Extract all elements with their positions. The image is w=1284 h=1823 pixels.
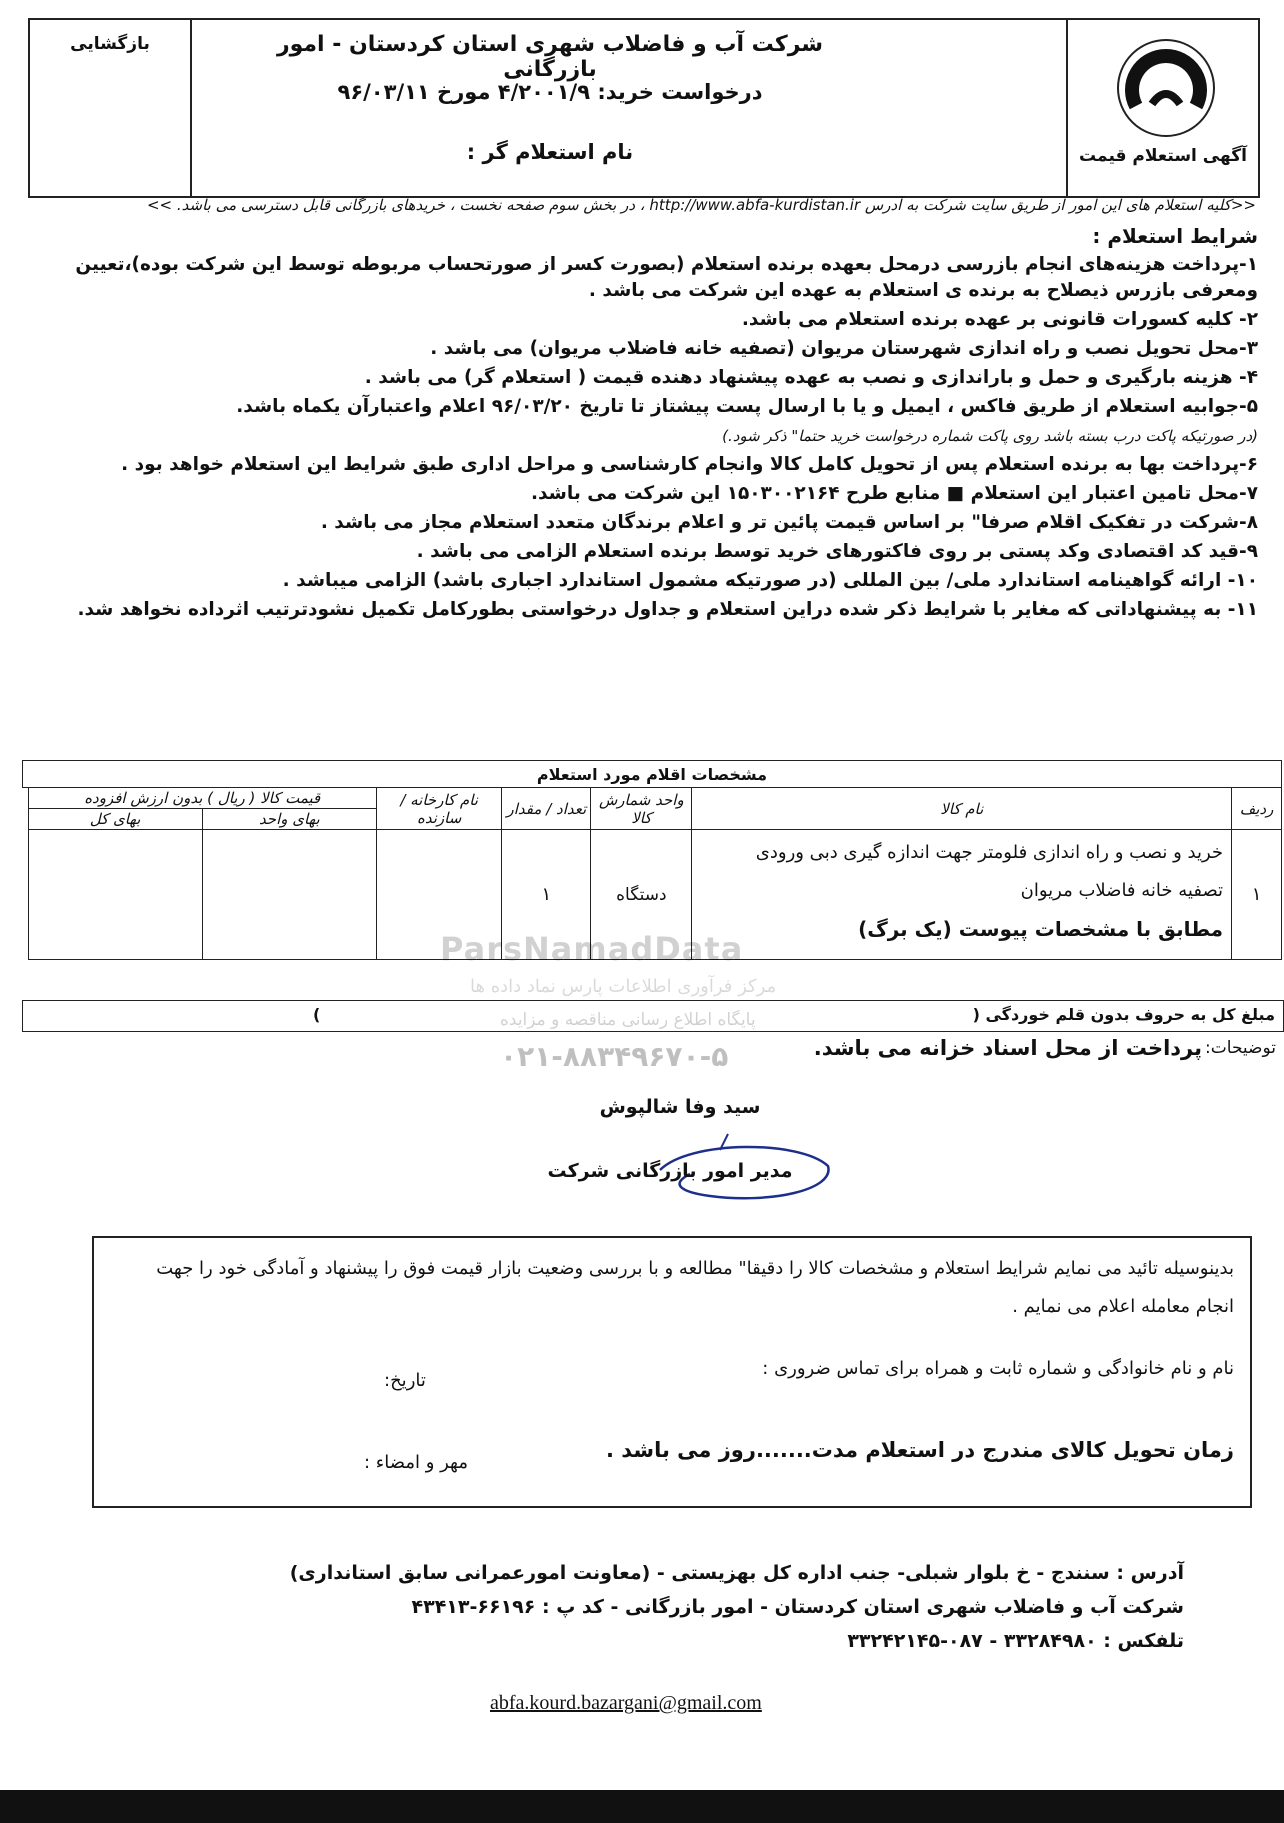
contact-label: نام و نام خانوادگی و شماره ثابت و همراه برای تماس ضروری : (762, 1358, 1234, 1379)
company-title: شرکت آب و فاضلاب شهری استان کردستان - امور بازرگانی (276, 32, 824, 82)
watermark-phone: ۰۲۱-۸۸۳۴۹۶۷۰-۵ (500, 1040, 729, 1073)
footer-address: آدرس : سنندج - خ بلوار شبلی- جنب اداره کل بهزیستی - (معاونت امورعمرانی سابق استانداری) (289, 1562, 1184, 1584)
col-unit: واحد شمارش کالا (591, 788, 692, 830)
condition-7: ۷-محل تامین اعتبار این استعلام ■ منابع طرح ۱۵۰۳۰۰۲۱۶۴ این شرکت می باشد. (530, 483, 1258, 504)
item-spec: مطابق با مشخصات پیوست (یک برگ) (858, 917, 1224, 941)
col-maker: نام کارخانه / سازنده (376, 788, 501, 830)
description-label: توضیحات: (1205, 1038, 1276, 1058)
amount-words-label: مبلغ کل به حروف بدون قلم خوردگی ( (972, 1005, 1275, 1024)
item-name-line-1: خرید و نصب و راه اندازی فلومتر جهت اندازه گیری دبی ورودی (755, 842, 1224, 863)
inquirer-label: نام استعلام گر : (466, 140, 634, 164)
website-note: <<کلیه استعلام های این امور از طریق سایت شرکت به آدرس http://www.abfa-kurdistan.ir ، در بخش سوم صفحه نخست ، خریدهای بازرگانی قابل دسترسی می باشد. >> (146, 196, 1256, 214)
watermark-brand: ParsNamadData (440, 930, 744, 968)
condition-8: ۸-شرکت در تفکیک اقلام صرفا" بر اساس قیمت پائین تر و اعلام برندگان متعدد استعلام مجاز می باشد . (320, 512, 1258, 533)
amount-words-close: ) (313, 1005, 321, 1024)
reopen-label: بازگشایی (70, 34, 150, 54)
col-unit-price: بهای واحد (202, 809, 376, 830)
condition-2: ۲- کلیه کسورات قانونی بر عهده برنده استعلام می باشد. (741, 309, 1258, 330)
signer-name: سید وفا شالپوش (599, 1096, 761, 1118)
row-unit-price (202, 830, 376, 960)
conditions-list (28, 252, 1258, 626)
header-box (28, 18, 1260, 198)
row-no: ۱ (1232, 830, 1282, 960)
row-item-name (692, 830, 1232, 960)
footer (184, 1556, 1184, 1658)
header-right-cell (1066, 20, 1258, 196)
row-unit: دستگاه (591, 830, 692, 960)
condition-10: ۱۰- ارائه گواهینامه استاندارد ملی/ بین المللی (در صورتیکه مشمول استاندارد اجباری باشد) الزامی میباشد . (282, 570, 1258, 591)
row-qty: ۱ (502, 830, 591, 960)
request-line: درخواست خرید: ۴/۲۰۰۱/۹ مورخ ۹۶/۰۳/۱۱ (337, 80, 763, 104)
condition-4: ۴- هزینه بارگیری و حمل و باراندازی و نصب به عهده پیشنهاد دهنده قیمت ( استعلام گر) می باشد . (364, 367, 1258, 388)
footer-fax: تلفکس : ۳۳۲۸۴۹۸۰ - ۰۸۷-۳۳۲۴۲۱۴۵ (847, 1630, 1184, 1652)
company-logo-icon (1112, 34, 1220, 142)
ad-title: آگهی استعلام قیمت (1079, 146, 1247, 166)
condition-6: ۶-پرداخت بها به برنده استعلام پس از تحویل کامل کالا وانجام کارشناسی و مراحل اداری طبق شرایط این استعلام خواهد بود . (121, 454, 1258, 475)
description-value: پرداخت از محل اسناد خزانه می باشد. (813, 1036, 1202, 1060)
condition-5-note: (در صورتیکه پاکت درب بسته باشد روی پاکت شماره درخواست خرید حتما" ذکر شود.) (722, 427, 1258, 445)
col-price-group: قیمت کالا ( ریال ) بدون ارزش افزوده (28, 788, 376, 809)
item-name-line-2: تصفیه خانه فاضلاب مریوان (1020, 880, 1224, 901)
watermark-line-1: مرکز فرآوری اطلاعات پارس نماد داده ها (470, 976, 777, 997)
condition-3: ۳-محل تحویل نصب و راه اندازی شهرستان مریوان (تصفیه خانه فاضلاب مریوان) می باشد . (430, 338, 1258, 359)
seal-label: مهر و امضاء : (364, 1452, 468, 1473)
col-item-name: نام کالا (692, 788, 1232, 830)
col-total-price: بهای کل (28, 809, 202, 830)
condition-11: ۱۱- به پیشنهاداتی که مغایر با شرایط ذکر شده دراین استعلام و جداول درخواستی بطورکامل تکمیل نشودترتیب اثرداده نخواهد شد. (77, 599, 1258, 620)
signer-title: مدیر امور بازرگانی شرکت (547, 1160, 793, 1182)
conditions-title: شرایط استعلام : (1092, 224, 1258, 248)
date-label: تاریخ: (384, 1370, 426, 1391)
col-row-no: ردیف (1232, 788, 1282, 830)
col-qty: تعداد / مقدار (502, 788, 591, 830)
footer-company: شرکت آب و فاضلاب شهری استان کردستان - امور بازرگانی - کد پ : ۶۶۱۹۶-۴۳۴۱۳ (411, 1596, 1184, 1618)
footer-email[interactable]: abfa.kourd.bazargani@gmail.com (490, 1692, 762, 1714)
header-left-cell (30, 20, 192, 196)
condition-5: ۵-جوابیه استعلام از طریق فاکس ، ایمیل و یا با ارسال پست پیشتاز تا تاریخ ۹۶/۰۳/۲۰ اعلام واعتبارآن یکماه باشد. (236, 396, 1258, 417)
row-total-price (28, 830, 202, 960)
watermark-line-2: پایگاه اطلاع رسانی مناقصه و مزایده (500, 1010, 756, 1030)
condition-9: ۹-قید کد اقتصادی وکد پستی بر روی فاکتورهای خرید توسط برنده استعلام الزامی می باشد . (416, 541, 1258, 562)
table-caption: مشخصات اقلام مورد استعلام (23, 761, 1282, 788)
confirmation-box (92, 1236, 1252, 1508)
row-spacer (23, 830, 29, 960)
confirmation-text: بدینوسیله تائید می نمایم شرایط استعلام و مشخصات کالا را دقیقا" مطالعه و با بررسی وضعیت بازار قیمت فوق را پیشنهاد و آمادگی خود را جهت انجام معامله اعلام می نمایم . (156, 1258, 1234, 1317)
delivery-time: زمان تحویل کالای مندرج در استعلام مدت.......روز می باشد . (606, 1438, 1234, 1462)
scan-bottom-edge (0, 1790, 1284, 1823)
condition-1: ۱-پرداخت هزینه‌های انجام بازرسی درمحل بعهده برنده استعلام (بصورت کسر از صورتحساب مربوطه توسط این شرکت بوده)،تعیین ومعرفی بازرس ذیصلاح به برنده ی استعلام به عهده این شرکت می باشد . (75, 254, 1258, 301)
